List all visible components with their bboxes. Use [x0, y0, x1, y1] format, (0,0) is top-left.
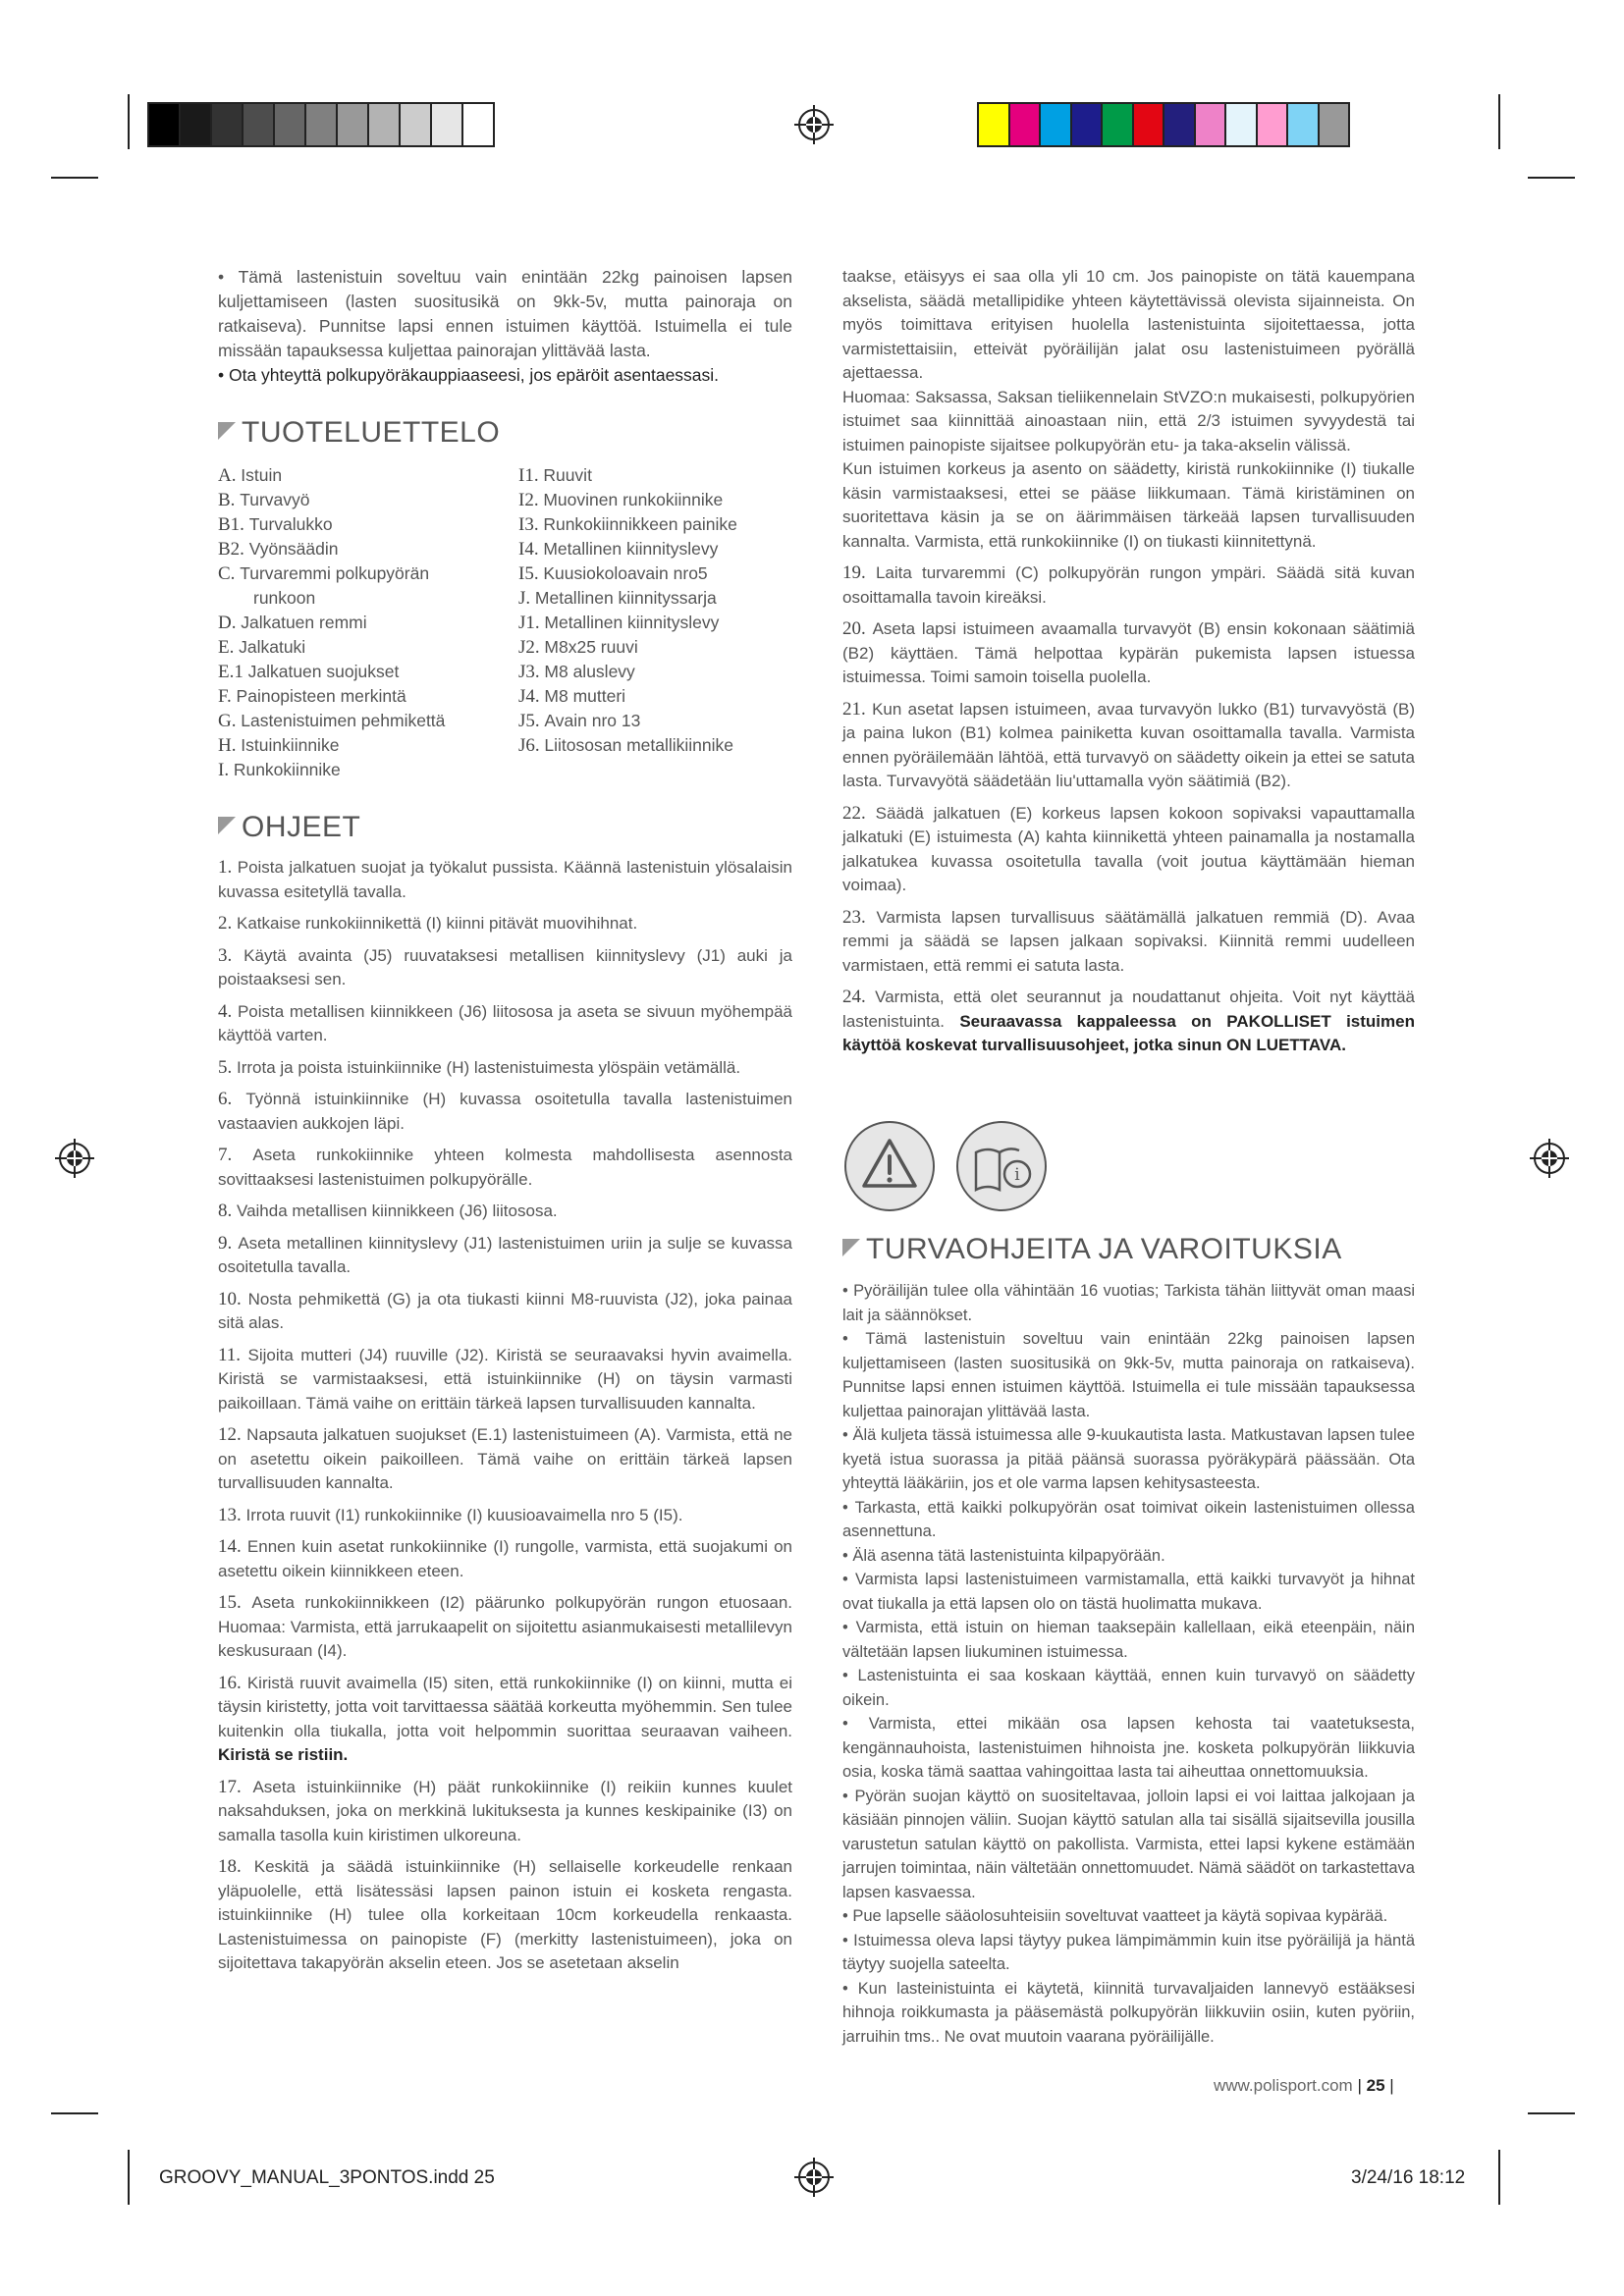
parts-list-item: [518, 463, 803, 488]
color-swatch: [1224, 102, 1258, 147]
instruction-step: [218, 912, 792, 936]
part-name: runkoon: [253, 588, 316, 608]
part-key: A.: [218, 465, 242, 486]
instruction-step: [218, 1232, 792, 1280]
read-manual-icon: [954, 1119, 1049, 1213]
part-key: J3.: [518, 662, 545, 682]
step-number: 17.: [218, 1776, 253, 1797]
website-link[interactable]: www.polisport.com: [1214, 2076, 1353, 2095]
part-key: J1.: [518, 613, 545, 633]
part-key: I1.: [518, 465, 544, 486]
gray-swatch: [179, 102, 212, 147]
step-text: Irrota ruuvit (I1) runkokiinnike (I) kuusioavaimella nro 5 (I5).: [245, 1505, 683, 1524]
step-text: Kun asetat lapsen istuimeen, avaa turvavyön lukko (B1) turvavyöstä (B) ja paina lukon (B1) kolmea painiketta kuvan osoittamalla tavalla. Varmista ennen pyöräilemään lähtöä, että turvavyö on säädetty oikein ja ettei se satuta lasta. Turvavyötä säädetään liu'uttamalla vyön säätimiä (B2).: [842, 699, 1415, 790]
paragraph: Kun istuimen korkeus ja asento on säädetty, kiristä runkokiinnike (I) tiukalle käsin varmistaaksesi, ettei se pääse liikkumaan. Tämä kiristäminen on suoritettava käsin ja se on äärimmäisen tärkeää lapsen turvallisuuden kannalta. Varmista, että runkokiinnike (I) on tiukasti kiinnitettynä.: [842, 459, 1415, 551]
part-name: M8 mutteri: [544, 686, 626, 706]
part-key: I4.: [518, 539, 544, 560]
part-name: Muovinen runkokiinnike: [543, 490, 724, 509]
part-key: E.: [218, 637, 240, 658]
parts-list-item: [218, 611, 503, 635]
step-number: 7.: [218, 1145, 253, 1165]
parts-list-heading: TUOTELUETTELO: [218, 416, 500, 450]
parts-list-item: [218, 561, 503, 586]
parts-list-item: [518, 733, 803, 758]
parts-list-item: [218, 463, 503, 488]
heading-marker-icon: [218, 817, 236, 834]
part-name: Metallinen kiinnityssarja: [534, 588, 717, 608]
part-key: B.: [218, 490, 241, 510]
registration-mark-icon: [53, 1137, 96, 1180]
step-text: Nosta pehmikettä (G) ja ota tiukasti kiinni M8-ruuvista (J2), joka painaa sitä alas.: [218, 1289, 792, 1332]
slug-filename: GROOVY_MANUAL_3PONTOS.indd 25: [159, 2167, 495, 2188]
step-text: Varmista lapsen turvallisuus säätämällä jalkatuen remmiä (D). Avaa remmi ja säädä se lapsen jalkaan sopivaksi. Kiinnitä remmi uudelleen varmistaen, että remmi ei satuta lasta.: [842, 907, 1415, 975]
safety-heading: TURVAOHJEITA JA VAROITUKSIA: [842, 1233, 1342, 1266]
color-swatch: [1070, 102, 1104, 147]
part-name: Kuusiokoloavain nro5: [543, 563, 708, 583]
safety-list: [842, 1279, 1415, 2049]
part-key: J5.: [518, 711, 545, 731]
parts-list-left: [218, 463, 503, 782]
gray-swatch: [242, 102, 275, 147]
instruction-step: [218, 1056, 792, 1081]
part-name: Painopisteen merkintä: [236, 686, 406, 706]
crop-mark: [1498, 94, 1500, 149]
crop-mark: [1528, 2112, 1575, 2114]
instructions-heading: OHJEET: [218, 811, 360, 844]
crop-mark: [128, 94, 130, 149]
step-text: Käytä avainta (J5) ruuvataksesi metallisen kiinnityslevy (J1) auki ja poistaaksesi sen.: [218, 945, 793, 988]
heading-marker-icon: [218, 422, 236, 440]
parts-list-item: [518, 611, 803, 635]
part-name: Liitososan metallikiinnike: [544, 735, 734, 755]
instruction-step: [218, 1504, 792, 1528]
step-text: Laita turvaremmi (C) polkupyörän rungon ympäri. Säädä sitä kuvan osoittamalla tavoin kireäksi.: [842, 563, 1415, 607]
part-key: D.: [218, 613, 242, 633]
safety-item: • Tämä lastenistuin soveltuu vain enintään 22kg painoisen lapsen kuljettamiseen (lasten suositusikä on 9kk-5v, mutta painoraja on ratkaiseva). Punnitse lapsi ennen istuimen käyttöä. Istuimella ei tule missään tapauksessa kuljettaa painorajan ylittävää lasta.: [842, 1330, 1415, 1420]
safety-item: • Pyörän suojan käyttö on suositeltavaa, jolloin lapsi ei voi laittaa jalkojaan ja käsiään pinnojen väliin. Suojan käyttö satulan alla tai sisällä sijaitsevilla jousilla varustetun satulan käyttö on pakollista. Varmista, ettei lapsi kykene estämään jarrujen toimintaa, näin vältetään onnettomuudet. Nämä säädöt on tarkastettava lapsen kasvaessa.: [842, 1787, 1415, 1901]
step-text: Sijoita mutteri (J4) ruuville (J2). Kiristä se seuraavaksi hyvin avaimella. Kiristä se varmistaaksesi, että istuinkiinnike (H) on täysin varmasti paikoillaan. Tämä vaihe on erittäin tärkeä lapsen turvallisuuden kannalta.: [218, 1345, 792, 1413]
color-swatch: [977, 102, 1010, 147]
slug-timestamp: 3/24/16 18:12: [1351, 2167, 1466, 2188]
part-key: J2.: [518, 637, 545, 658]
part-key: I3.: [518, 514, 544, 535]
part-name: Avain nro 13: [544, 711, 641, 730]
step-number: 20.: [842, 618, 873, 639]
part-key: B1.: [218, 514, 249, 535]
instruction-step: [218, 1535, 792, 1583]
intro-weight-limit: • Tämä lastenistuin soveltuu vain enintään 22kg painoisen lapsen kuljettamiseen (lasten suositusikä on 9kk-5v, mutta painoraja on ratkaiseva). Punnitse lapsi ennen istuimen käyttöä. Istuimella ei tule missään tapauksessa kuljettaa painorajan ylittävää lasta.: [218, 267, 792, 360]
part-key: G.: [218, 711, 242, 731]
safety-item: • Varmista, ettei mikään osa lapsen kehosta tai vaatetuksesta, kengännauhoista, lastenistuimen hihnoista jne. kosketa polkupyörän liikkuvia osia, koska tämä saattaa vahingoittaa lasta tai aiheuttaa onnettomuuksia.: [842, 1715, 1415, 1781]
step-text: Napsauta jalkatuen suojukset (E.1) lastenistuimeen (A). Varmista, että ne on asetettu oikein paikoilleen. Tämä vaihe on erittäin tärkeä lapsen turvallisuuden kannalta.: [218, 1425, 793, 1492]
gray-swatch: [461, 102, 495, 147]
step-number: 19.: [842, 562, 876, 583]
part-name: Turvalukko: [248, 514, 333, 534]
color-swatch: [1286, 102, 1320, 147]
step-number: 18.: [218, 1856, 254, 1877]
step-text: Poista jalkatuen suojat ja työkalut pussista. Käännä lastenistuin ylösalaisin kuvassa esitetyllä tavalla.: [218, 858, 792, 901]
instruction-step: [218, 1344, 792, 1416]
part-name: Istuinkiinnike: [241, 735, 340, 755]
parts-list-item: [518, 512, 803, 537]
instruction-step: [218, 1776, 792, 1848]
step-number: 13.: [218, 1504, 246, 1525]
step-text: Keskitä ja säädä istuinkiinnike (H) sellaiselle korkeudelle renkaan yläpuolelle, että lisätessäsi lapsen painon istuin ei kosketa rengasta. istuinkiinnike (H) tulee olla korkeitaan 10cm korkeudella renkaasta. Lastenistuimessa on painopiste (F) (merkitty lastenistuimeen), joka on sijoitettava takapyörän akselin eteen. Jos se asetetaan akselin: [218, 1857, 793, 1972]
parts-list-item: [218, 660, 503, 684]
page-footer: [1214, 2076, 1394, 2096]
page-number: 25: [1366, 2076, 1385, 2095]
instruction-step: [842, 561, 1415, 610]
step-text: Aseta runkokiinnike yhteen kolmesta mahdollisesta asennosta sovittaaksesi lastenistuimen polkupyörälle.: [218, 1146, 793, 1189]
step-number: 16.: [218, 1672, 247, 1693]
footer-separator: |: [1389, 2076, 1394, 2095]
part-key: F.: [218, 686, 237, 707]
color-swatch: [1194, 102, 1227, 147]
part-key: J4.: [518, 686, 545, 707]
part-name: M8x25 ruuvi: [544, 637, 638, 657]
step-text: Poista metallisen kiinnikkeen (J6) liitososa ja aseta se sivuun myöhempää käyttöä varten.: [218, 1001, 792, 1044]
part-name: Jalkatuen remmi: [241, 613, 367, 632]
crop-mark: [1528, 177, 1575, 179]
part-name: Jalkatuen suojukset: [247, 662, 400, 681]
part-name: Jalkatuki: [239, 637, 306, 657]
color-swatch: [1101, 102, 1134, 147]
step-number: 15.: [218, 1592, 252, 1613]
gray-swatch: [273, 102, 306, 147]
crop-mark: [51, 177, 98, 179]
gray-swatch: [399, 102, 432, 147]
parts-list-item: [218, 733, 503, 758]
part-name: Lastenistuimen pehmikettä: [241, 711, 446, 730]
step-text: Aseta lapsi istuimeen avaamalla turvavyöt (B) ensin kokonaan säätimiä (B2) käyttäen. Tämä helpottaa kypärän pukemista lapsen istuessa istuimessa. Toimi samoin toisella puolella.: [842, 619, 1416, 686]
step-text: Vaihda metallisen kiinnikkeen (J6) liitososa.: [237, 1201, 558, 1220]
part-name: Runkokiinnikkeen painike: [543, 514, 737, 534]
step-text: Säädä jalkatuen (E) korkeus lapsen kokoon sopivaksi vapauttamalla jalkatuki (E) istuimesta (A) kahta kiinnikettä yhteen painamalla ja nostamalla jalkatukea kuvassa osoitetulla tavalla (voit joutua käyttämään hieman voimaa).: [842, 803, 1415, 894]
step-number: 11.: [218, 1344, 248, 1365]
instruction-step: [842, 698, 1415, 794]
paragraph: Huomaa: Saksassa, Saksan tieliikennelain StVZO:n mukaisesti, polkupyörien istuimet saa kiinnittää ainoastaan niin, että 2/3 istuimen syvyydestä tai istuimen painopiste sijaitsee polkupyörän etu- ja taka-akselin välissä.: [842, 387, 1415, 454]
step-number: 4.: [218, 1000, 238, 1022]
instruction-step: [842, 802, 1415, 898]
parts-list-item: [518, 586, 803, 611]
part-name: Turvavyö: [240, 490, 310, 509]
safety-item: • Pue lapselle sääolosuhteisiin soveltuvat vaatteet ja käytä sopivaa kypärää.: [842, 1907, 1388, 1925]
step-emphasis: Kiristä se ristiin.: [218, 1745, 349, 1764]
footer-separator: |: [1357, 2076, 1362, 2095]
step-text: Kiristä ruuvit avaimella (I5) siten, että runkokiinnike (I) on kiinni, mutta ei täysin kiristetty, jotta voit tarvittaessa säätää korkeutta myöhemmin. Sen tulee kuitenkin olla tiukalla, jotta voit helpommin suorittaa seuraavan vaiheen.: [218, 1673, 792, 1740]
part-key: C.: [218, 563, 241, 584]
intro-contact-dealer: • Ota yhteyttä polkupyöräkauppiaaseesi, jos epäröit asentaessasi.: [218, 365, 720, 385]
gray-swatch: [304, 102, 338, 147]
crop-mark: [128, 2150, 130, 2205]
color-swatch: [1318, 102, 1351, 147]
part-key: I5.: [518, 563, 544, 584]
parts-list-item: [518, 684, 803, 709]
safety-item: • Varmista, että istuin on hieman taaksepäin kallellaan, eikä eteenpäin, näin vältetään lapsen liukuminen istuimessa.: [842, 1619, 1415, 1661]
parts-list-item: [218, 537, 503, 561]
crop-mark: [1498, 2150, 1500, 2205]
safety-item: • Tarkasta, että kaikki polkupyörän osat toimivat oikein lastenistuimen ollessa asennettuna.: [842, 1498, 1415, 1540]
step-number: 6.: [218, 1089, 246, 1109]
part-key: I2.: [518, 490, 544, 510]
part-name: M8 aluslevy: [544, 662, 635, 681]
part-name: Istuin: [241, 465, 283, 485]
parts-list-item: [218, 684, 503, 709]
registration-mark-icon: [792, 2156, 836, 2199]
instruction-step: [218, 1591, 792, 1664]
instruction-step: [218, 1288, 792, 1336]
gray-swatch: [430, 102, 463, 147]
step-number: 22.: [842, 802, 876, 824]
instruction-step: [218, 1144, 792, 1192]
step-number: 14.: [218, 1536, 247, 1557]
part-key: J.: [518, 588, 535, 609]
step-number: 9.: [218, 1232, 239, 1254]
parts-list-item: [518, 635, 803, 660]
parts-list-item: [218, 512, 503, 537]
part-name: Vyönsäädin: [248, 539, 339, 559]
part-key: I.: [218, 760, 234, 780]
part-key: J6.: [518, 735, 545, 756]
warning-icon: [842, 1119, 937, 1213]
color-swatch: [1163, 102, 1196, 147]
instruction-step: [842, 617, 1415, 690]
step-number: 8.: [218, 1201, 237, 1221]
parts-list-item: [518, 561, 803, 586]
crop-mark: [51, 2112, 98, 2114]
gray-swatch: [367, 102, 401, 147]
instructions-list: [218, 856, 792, 1984]
part-name: Metallinen kiinnityslevy: [543, 539, 719, 559]
instructions-continued: [842, 265, 1415, 1066]
instruction-step: [218, 1000, 792, 1048]
part-name: Metallinen kiinnityslevy: [544, 613, 720, 632]
instruction-step: [218, 944, 792, 992]
color-swatch: [1039, 102, 1072, 147]
gray-swatch: [210, 102, 244, 147]
parts-list-item: [218, 758, 503, 782]
parts-list-item: [218, 586, 503, 611]
step-number: 23.: [842, 906, 877, 928]
instruction-step: [218, 1855, 792, 1976]
instruction-step: [842, 906, 1415, 979]
safety-item: • Älä kuljeta tässä istuimessa alle 9-kuukautista lasta. Matkustavan lapsen tulee kyetä istua suorassa ja pitää päänsä suorassa pyöräkypärä päässään. Ota yhteyttä lääkäriin, jos et ole varma lapsen kehitysasteesta.: [842, 1426, 1415, 1492]
step-number: 2.: [218, 913, 237, 934]
safety-item: • Lastenistuinta ei saa koskaan käyttää, ennen kuin turvavyö on säädetty oikein.: [842, 1667, 1415, 1709]
registration-mark-icon: [792, 103, 836, 146]
color-swatch: [1008, 102, 1042, 147]
step-text: Aseta istuinkiinnike (H) päät runkokiinnike (I) reikiin kunnes kuulet naksahduksen, joka on merkkinä lukituksesta ja kunnes keskipainike (I3) on samalla tasolla kuin kiristimen ulkoreuna.: [218, 1777, 793, 1844]
instruction-step: [218, 1672, 792, 1768]
safety-item: • Varmista lapsi lastenistuimeen varmistamalla, että kaikki turvavyöt ja hihnat ovat tiukalla ja että lapsen olo on tästä huolimatta mukava.: [842, 1571, 1415, 1613]
step-text: Katkaise runkokiinnikettä (I) kiinni pitävät muovihihnat.: [237, 914, 638, 933]
instruction-step: [218, 1200, 792, 1224]
step-number: 3.: [218, 944, 244, 966]
step-text: Aseta runkokiinnikkeen (I2) päärunko polkupyörän rungon etuosaan. Huomaa: Varmista, että jarrukaapelit on sijoitettu asianmukaisesti metallilevyn keskusuraan (I4).: [218, 1593, 792, 1660]
parts-list-item: [518, 488, 803, 512]
color-swatch: [1256, 102, 1289, 147]
info-glyph: i: [1014, 1165, 1020, 1185]
color-swatch: [1132, 102, 1165, 147]
paragraph: taakse, etäisyys ei saa olla yli 10 cm. Jos painopiste on tätä kauempana akselista, säädä metallipidike yhteen käytettävissä olevista sijainneista. On myös toimittava erityisen huolella lastenistuinta sijoitettaessa, jotta varmistettaisiin, etteivät pyöräilijän jalat osu lastenistuimeen pyörällä ajettaessa.: [842, 267, 1415, 382]
part-name: Turvaremmi polkupyörän: [240, 563, 430, 583]
part-name: Runkokiinnike: [233, 760, 341, 779]
instructions-list-continued: [842, 561, 1415, 978]
registration-mark-icon: [1528, 1137, 1571, 1180]
part-key: B2.: [218, 539, 249, 560]
gray-swatch: [147, 102, 181, 147]
step-number: 12.: [218, 1424, 247, 1445]
safety-item: • Älä asenna tätä lastenistuinta kilpapyörään.: [842, 1546, 1165, 1565]
step-text: Irrota ja poista istuinkiinnike (H) lastenistuimesta ylöspäin vetämällä.: [237, 1057, 741, 1077]
safety-item: • Pyöräilijän tulee olla vähintään 16 vuotias; Tarkista tähän liittyvät oman maasi lait ja säännökset.: [842, 1282, 1415, 1324]
instruction-step: [218, 1423, 792, 1496]
step-number: 1.: [218, 857, 238, 878]
parts-list-item: [218, 488, 503, 512]
intro-text: [218, 265, 792, 388]
part-key: E.1: [218, 662, 248, 682]
parts-list-item: [218, 709, 503, 733]
step-text: Ennen kuin asetat runkokiinnike (I) rungolle, varmista, että suojakumi on asetettu oikein kiinnikkeen eteen.: [218, 1537, 793, 1580]
instruction-step: [218, 1088, 792, 1136]
parts-list-item: [518, 709, 803, 733]
parts-list-item: [518, 660, 803, 684]
step-text: Aseta metallinen kiinnityslevy (J1) lastenistuimen uriin ja sulje se kuvassa osoitetulla tavalla.: [218, 1233, 792, 1276]
heading-marker-icon: [842, 1239, 860, 1256]
parts-list-item: [218, 635, 503, 660]
parts-list-item: [518, 537, 803, 561]
step-text: Työnnä istuinkiinnike (H) kuvassa osoitetulla tavalla lastenistuimen vastaavien aukkojen läpi.: [218, 1090, 792, 1133]
part-name: Ruuvit: [543, 465, 592, 485]
parts-list-right: [518, 463, 803, 758]
safety-item: • Istuimessa oleva lapsi täytyy pukea lämpimämmin kuin itse pyöräilijä ja häntä täytyy suojella sateelta.: [842, 1931, 1415, 1973]
gray-swatch: [336, 102, 369, 147]
safety-item: • Kun lasteinistuinta ei käytetä, kiinnitä turvavaljaiden lannevyö estääksesi hihnoja roikkumasta ja pääsemästä polkupyörän liikkuviin osiin, kuten pyöriin, jarruihin tms.. Ne ovat muutoin vaarana pyöräilijälle.: [842, 1979, 1415, 2046]
step-number: 10.: [218, 1288, 248, 1309]
safety-icons: [842, 1119, 1058, 1217]
part-key: H.: [218, 735, 242, 756]
step-number: 21.: [842, 698, 873, 720]
step-number: 5.: [218, 1056, 237, 1078]
instruction-step: [218, 856, 792, 904]
instruction-step: 24. Varmista, että olet seurannut ja noudattanut ohjeita. Voit nyt käyttää lastenistuinta. Seuraavassa kappaleessa on PAKOLLISET istuimen käyttöä koskevat turvallisuusohjeet, jotka sinun ON LUETTAVA.: [842, 987, 1415, 1054]
